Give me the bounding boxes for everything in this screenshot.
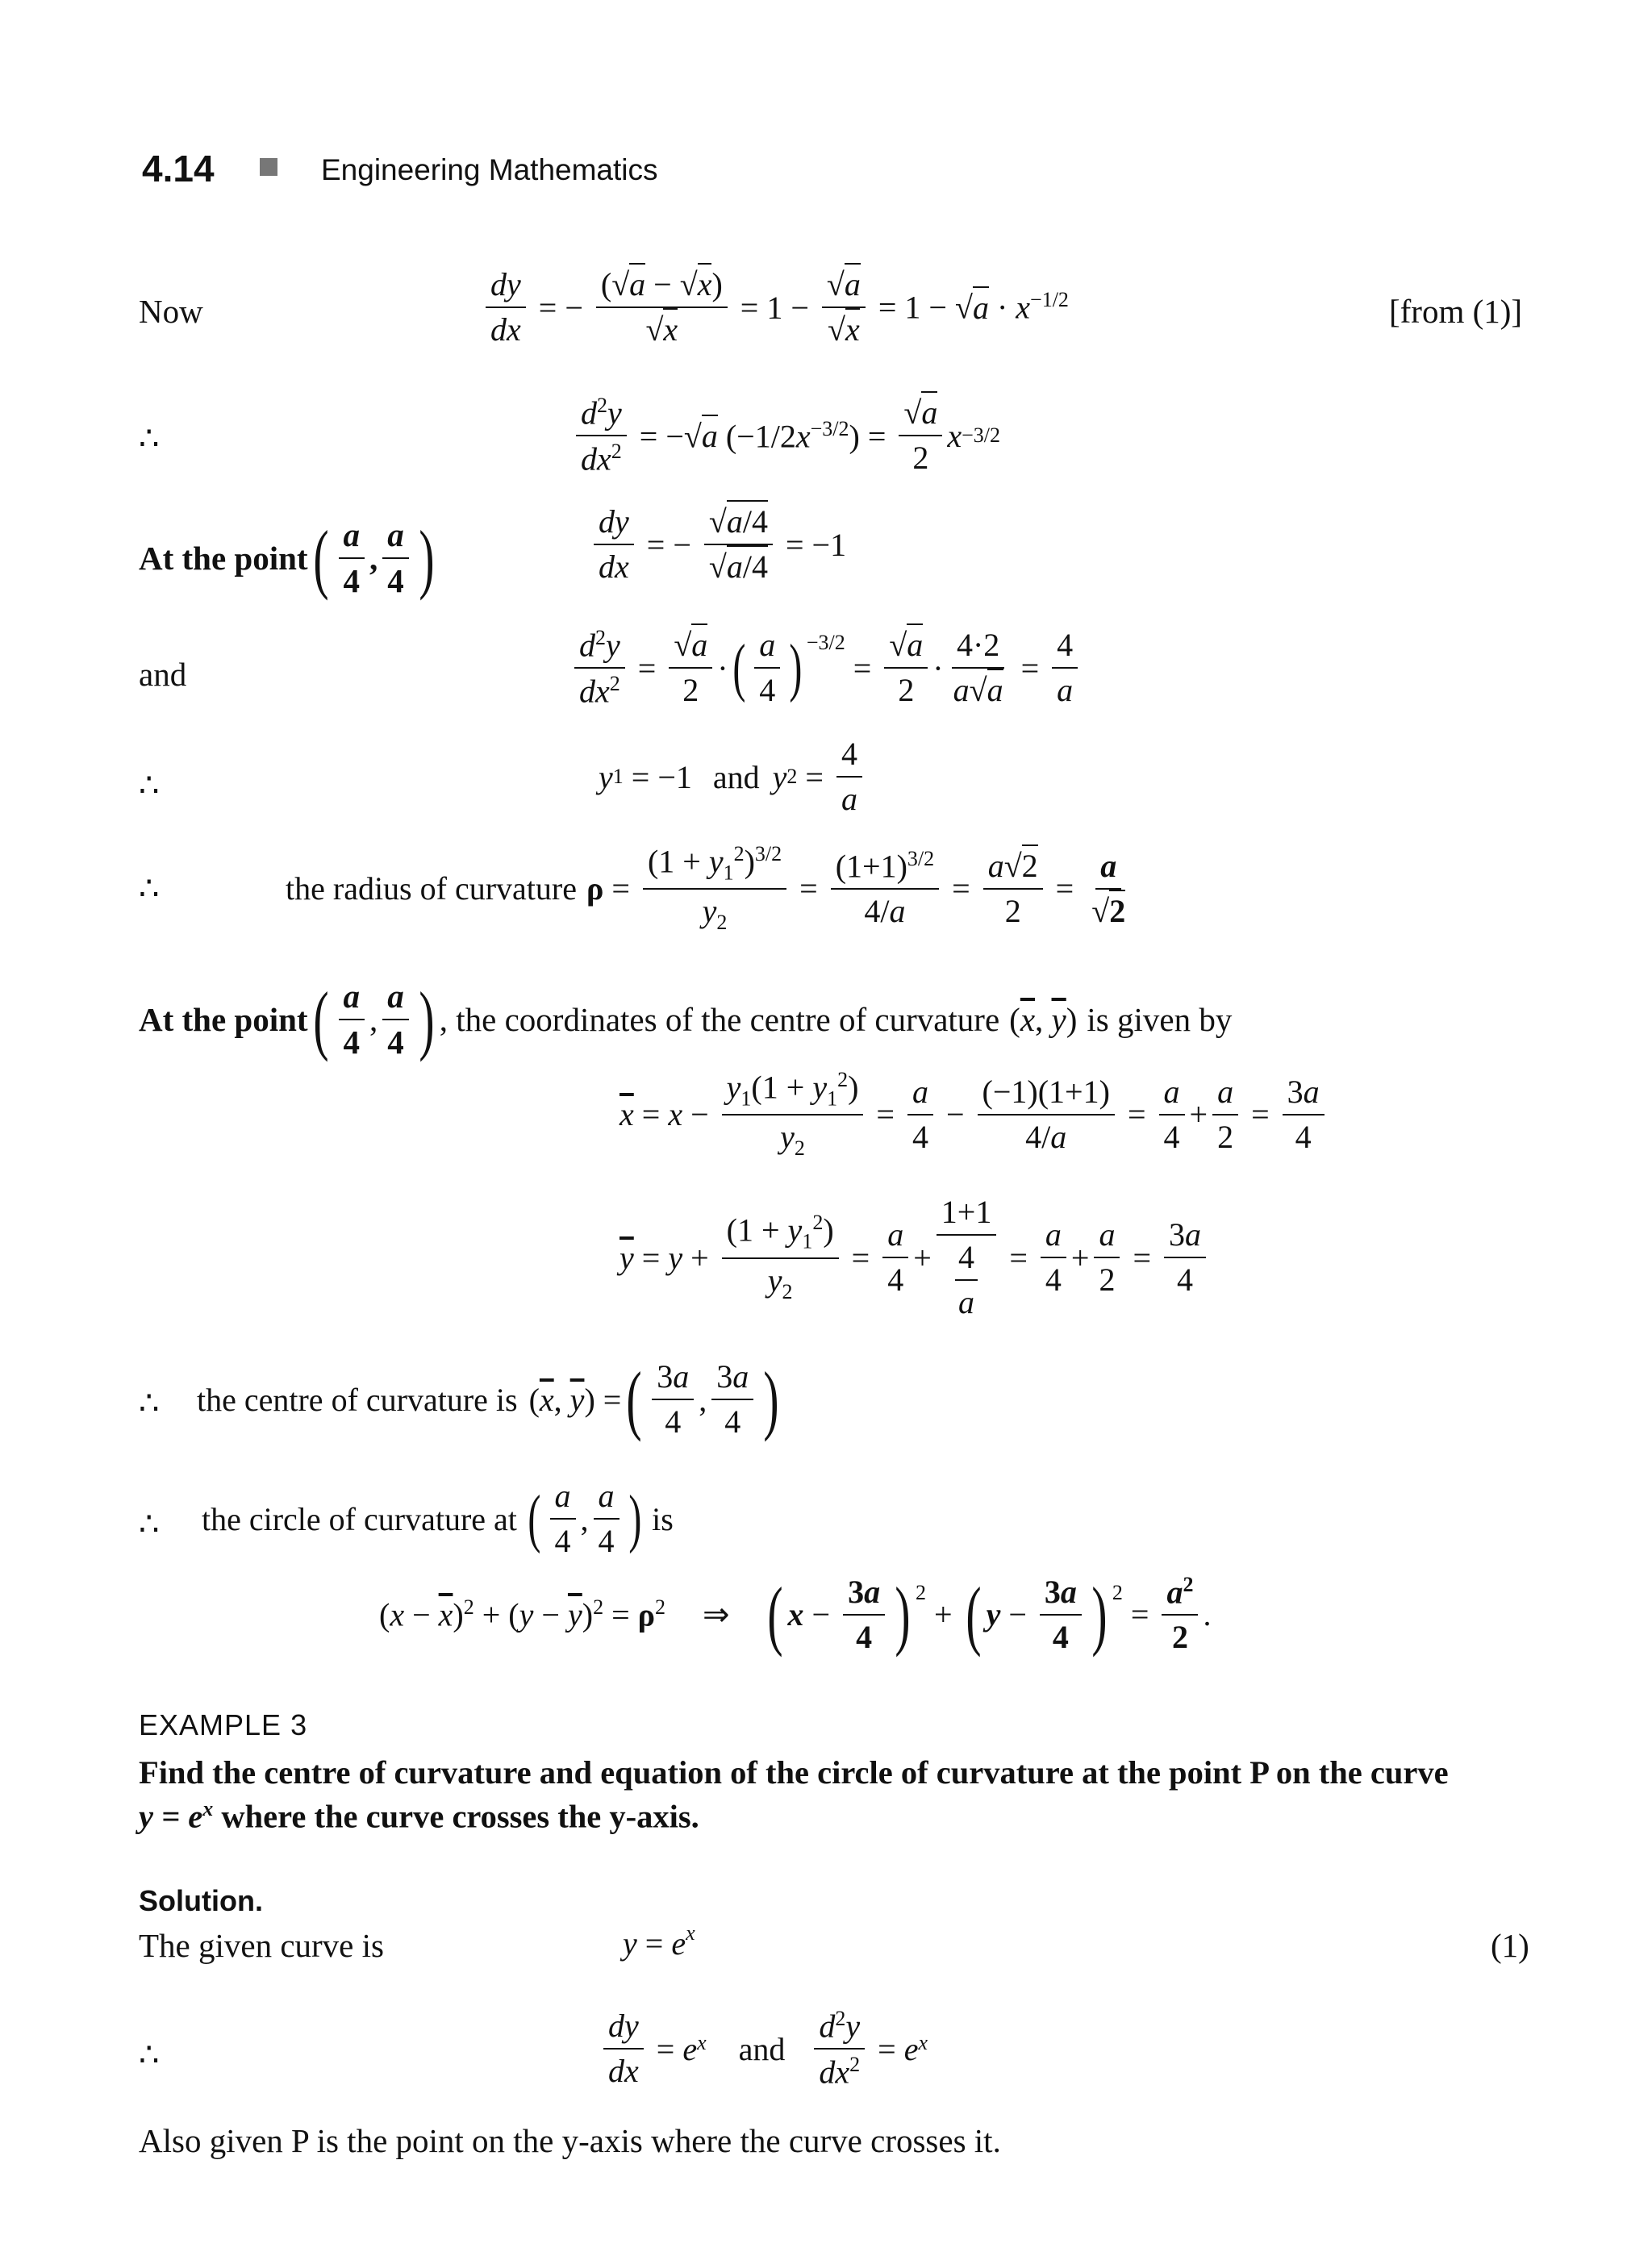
label-and: and [139,656,187,693]
equation-second-derivative-at-point: $\frac{d^2y}{dx^2}$ = $\frac{√a}{2}$ · ( $\frac{a}{4}$ ) $^{-3/2}$ = $\frac{√a}{2}$ · $\frac{4\cdot 2}{a√a}$ = $\frac{4}{a}$ [569,626,1083,711]
problem-eq-prefix: y = e [139,1798,203,1835]
equation-y1-y2: y 1 = −1 and y 2 = $\frac{4}{a}$ [599,736,867,818]
equation-derivatives-ex: $\frac{dy}{dx}$ = e x and $\frac{d^2y}{dx^2}$ = e x [599,2007,928,2091]
centre-label: the centre of curvature is [197,1381,518,1418]
is-text: is [652,1500,674,1537]
at-the-point-text: At the point [139,1001,308,1039]
example-problem-line2 [139,1797,699,1836]
and-word: and [738,2030,786,2067]
solution-heading: Solution. [139,1884,263,1917]
page-number: 4.14 [142,148,215,190]
therefore-symbol: ∴ [139,767,160,803]
equation-x-bar: $\overline{x}$ = x − $\frac{y_1(1 + y_1^2)}{y_2}$ = $\frac{a}{4}$ − $\frac{(-1)(1+1)}{4/a}$ = $\frac{a}{4}$ + $\frac{a}{2}$ = $\frac{3a}{4}$ [620,1068,1329,1161]
therefore-symbol: ∴ [139,1506,160,1542]
is-given-by-text: is given by [1087,1001,1233,1039]
header-square-icon [260,158,277,176]
example-heading: EXAMPLE 3 [139,1708,308,1741]
equation-number-1: (1) [1491,1927,1529,1964]
equation-circle-of-curvature: $(x - \overline{x})^2 + (y - \overline{y})^2 = \rho^2$ ⇒ ( x − $\frac{3a}{4}$ ) $^2$ + ( y − $\frac{3a}{4}$ ) $^2$ = $\frac{a^2}{2}$ . [379,1570,1212,1658]
coordinates-sentence: At the point ( $\frac{a}{4}$ , $\frac{a}{4}$ ) , the coordinates of the centre of curvature ($\overline{x}$, $\overline{y}$) is given by [139,976,1233,1063]
circle-label: the circle of curvature at [202,1500,517,1537]
therefore-symbol: ∴ [139,1385,160,1421]
label-now: Now [139,293,203,330]
equation-given-curve: y = e $^x$ [623,1921,695,1962]
and-word: and [712,758,760,795]
problem-eq-sup: x [202,1797,214,1820]
equation-d2ydx2: $\frac{d^2y}{dx^2}$ = −√a $(-1/2x^{-3/2})$ = $\frac{√a}{2}$ x −3/2 [571,394,1000,478]
at-the-point-text: At the point [139,540,308,578]
problem-rest: where the curve crosses the y-axis. [213,1798,699,1835]
equation-y-bar: $\overline{y}$ = y + $\frac{(1 + y_1^2)}{y_2}$ = $\frac{a}{4}$ + 1+1 4 a = $\frac{a}{4}$ + $\frac{a}{2}$ = $\frac{3a}{4}$ [620,1194,1211,1321]
label-at-the-point: At the point ( $\frac{a}{4}$ , $\frac{a}{4}$ ) [139,515,435,602]
therefore-symbol: ∴ [139,420,160,457]
label-from-1: [from (1)] [1389,293,1523,330]
circle-of-curvature-sentence: the circle of curvature at ( $\frac{a}{4}$ , $\frac{a}{4}$ ) is [202,1478,674,1559]
equation-radius-of-curvature: the radius of curvature ρ = $\frac{(1 + y_1^2)^{3/2}}{y_2}$ = $\frac{(1+1)^{3/2}}{4/a}$ = $\frac{a√2}{2}$ = $\frac{a}{√2}$ [286,842,1126,935]
equation-centre-of-curvature: the centre of curvature is ($\overline{x}$, $\overline{y}$) = ( $\frac{3a}{4}$ , $\frac{3a}{4}$ ) [197,1356,779,1442]
solution-given-curve: The given curve is [139,1927,384,1964]
coords-text: , the coordinates of the centre of curvature [439,1001,1000,1039]
book-title: Engineering Mathematics [321,153,658,186]
therefore-symbol: ∴ [139,870,160,907]
equation-slope-at-point: $\frac{dy}{dx}$ = − $\frac{√a/4}{√a/4}$ = −1 [589,503,854,586]
example-problem-line1: Find the centre of curvature and equation of the circle of curvature at the point P on the curve [139,1754,1449,1791]
radius-label: the radius of curvature [286,870,577,907]
therefore-symbol: ∴ [139,2037,160,2073]
equation-dydx: $\frac{dy}{dx}$ = − $\frac{(√a - √x)}{√x}$ = 1 − $\frac{√a}{√x}$ = $1 - √a \cdot x^{-1/2}$ [481,266,1077,348]
solution-last-line: Also given P is the point on the y-axis where the curve crosses it. [139,2122,1001,2159]
